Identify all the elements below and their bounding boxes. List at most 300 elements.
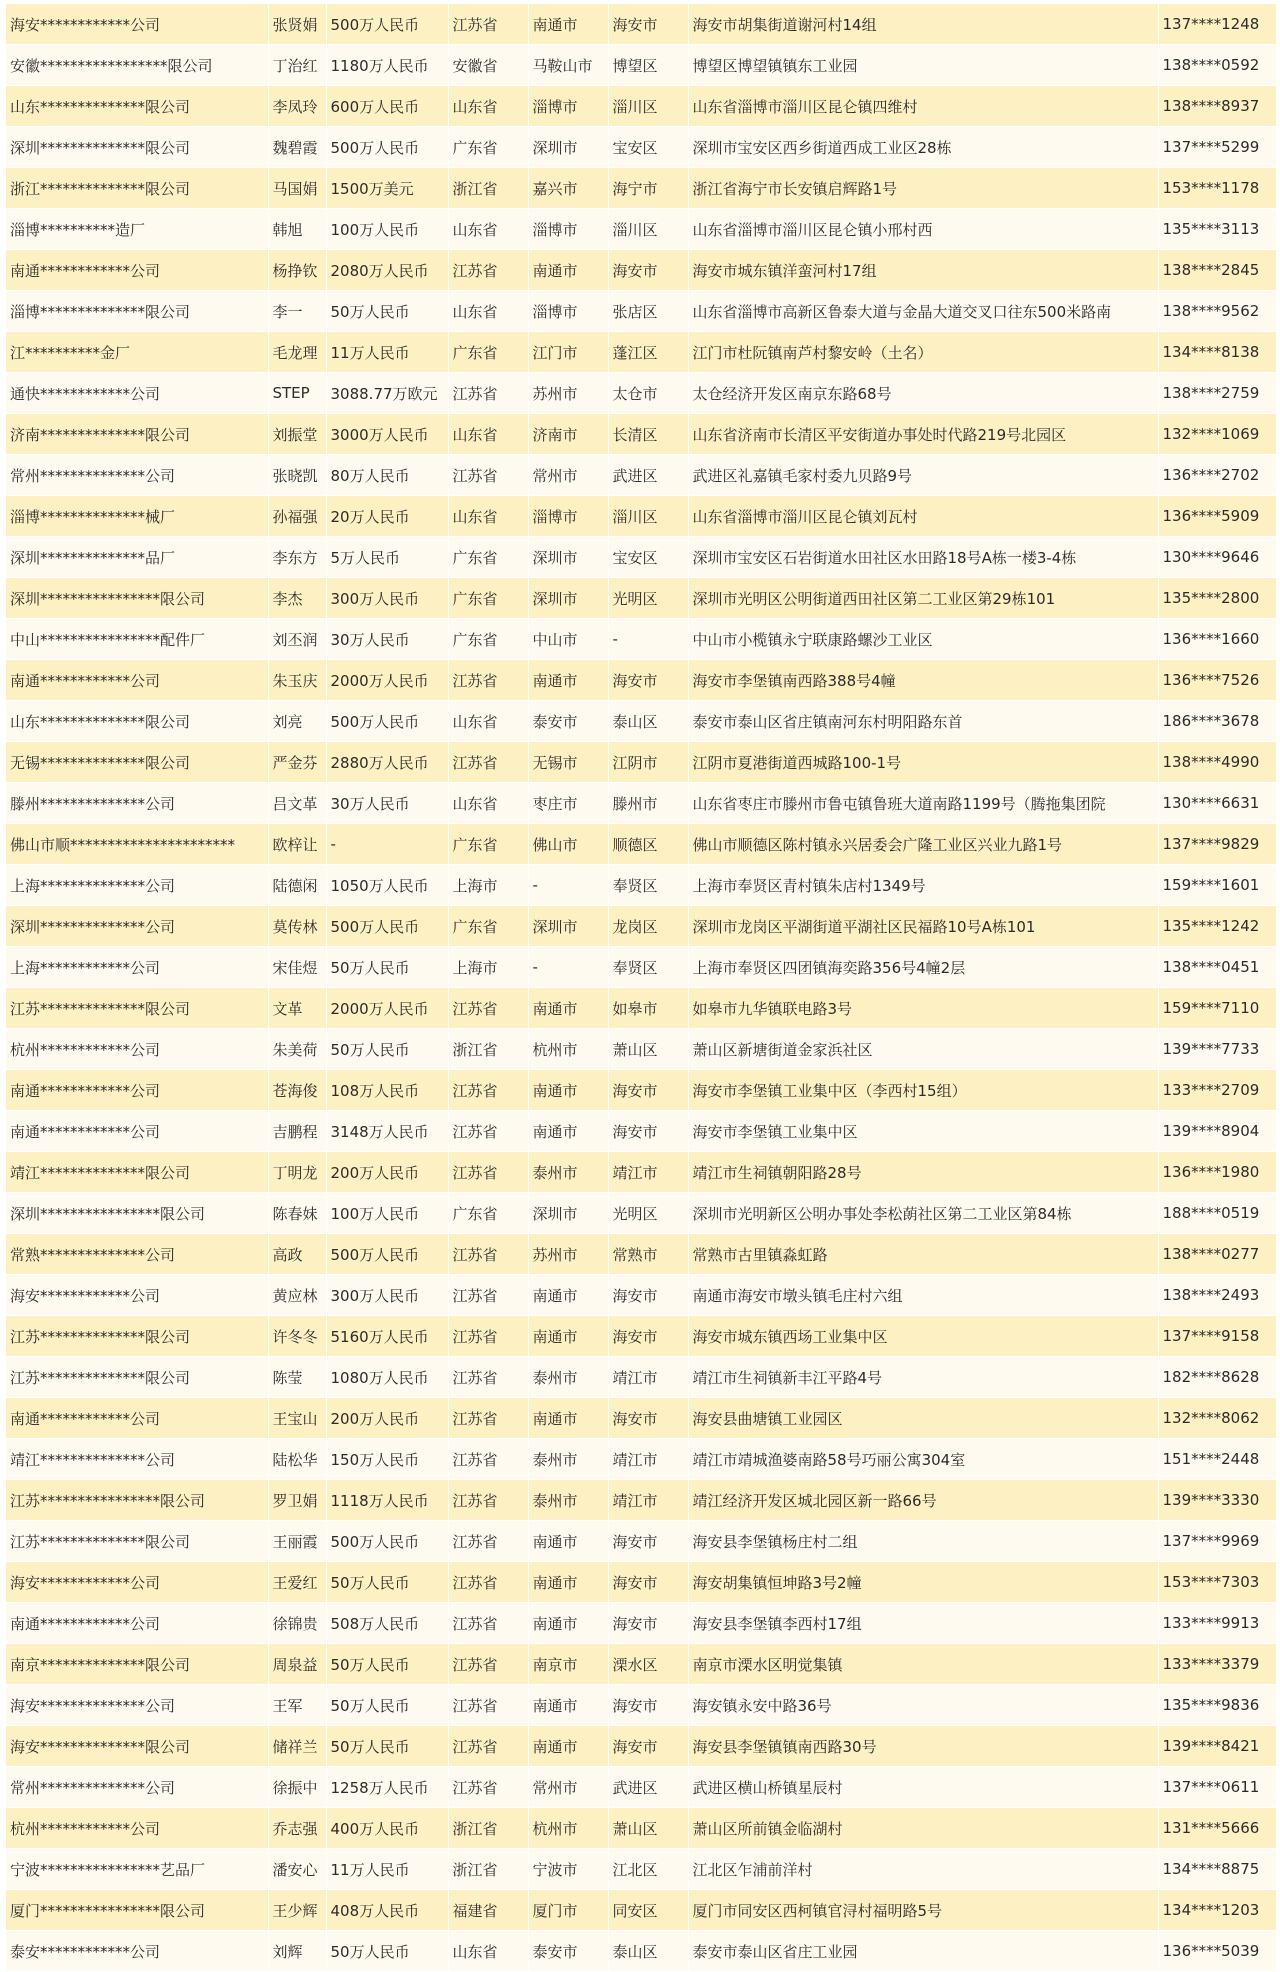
city-cell: 南通市	[528, 1562, 608, 1603]
address-cell: 泰安市泰山区省庄工业园	[688, 1931, 1158, 1972]
address-cell: 海安县李堡镇李西村17组	[688, 1603, 1158, 1644]
province-cell: 江苏省	[448, 1644, 528, 1685]
phone-cell: 188****0519	[1158, 1193, 1276, 1234]
district-cell: 萧山区	[608, 1808, 688, 1849]
legal-rep-cell: 王军	[268, 1685, 326, 1726]
table-row	[6, 1726, 1276, 1767]
phone-cell: 137****9158	[1158, 1316, 1276, 1357]
district-cell: 靖江市	[608, 1357, 688, 1398]
legal-rep-cell: 杨挣钦	[268, 250, 326, 291]
city-cell: 深圳市	[528, 906, 608, 947]
district-cell: 张店区	[608, 291, 688, 332]
city-cell: 淄博市	[528, 209, 608, 250]
city-cell: 淄博市	[528, 86, 608, 127]
province-cell: 山东省	[448, 291, 528, 332]
province-cell: 浙江省	[448, 1849, 528, 1890]
registered-capital-cell: 500万人民币	[326, 4, 448, 45]
company-name-cell: 中山****************配件厂	[6, 619, 268, 660]
district-cell: 海安市	[608, 250, 688, 291]
address-cell: 海安市李堡镇工业集中区（李西村15组）	[688, 1070, 1158, 1111]
company-name-cell: 江苏**************限公司	[6, 1357, 268, 1398]
address-cell: 江北区乍浦前洋村	[688, 1849, 1158, 1890]
address-cell: 靖江市靖城渔婆南路58号巧丽公寓304室	[688, 1439, 1158, 1480]
address-cell: 山东省济南市长清区平安街道办事处时代路219号北园区	[688, 414, 1158, 455]
district-cell: 武进区	[608, 455, 688, 496]
registered-capital-cell: 3000万人民币	[326, 414, 448, 455]
registered-capital-cell: 5万人民币	[326, 537, 448, 578]
phone-cell: 133****2709	[1158, 1070, 1276, 1111]
district-cell: 靖江市	[608, 1439, 688, 1480]
city-cell: 泰州市	[528, 1480, 608, 1521]
phone-cell: 137****9969	[1158, 1521, 1276, 1562]
company-name-cell: 常州**************公司	[6, 455, 268, 496]
legal-rep-cell: 陈莹	[268, 1357, 326, 1398]
registered-capital-cell: 400万人民币	[326, 1808, 448, 1849]
address-cell: 萧山区所前镇金临湖村	[688, 1808, 1158, 1849]
table-row	[6, 209, 1276, 250]
company-name-cell: 深圳****************限公司	[6, 578, 268, 619]
registered-capital-cell: 300万人民币	[326, 578, 448, 619]
province-cell: 广东省	[448, 906, 528, 947]
registered-capital-cell: 1180万人民币	[326, 45, 448, 86]
registered-capital-cell: 50万人民币	[326, 1931, 448, 1972]
phone-cell: 131****5666	[1158, 1808, 1276, 1849]
table-row	[6, 906, 1276, 947]
company-name-cell: 江苏**************限公司	[6, 988, 268, 1029]
company-name-cell: 厦门****************限公司	[6, 1890, 268, 1931]
legal-rep-cell: 刘丕润	[268, 619, 326, 660]
phone-cell: 138****2759	[1158, 373, 1276, 414]
table-row	[6, 496, 1276, 537]
company-name-cell: 海安************公司	[6, 4, 268, 45]
province-cell: 浙江省	[448, 168, 528, 209]
address-cell: 海安胡集镇恒坤路3号2幢	[688, 1562, 1158, 1603]
table-row	[6, 1234, 1276, 1275]
district-cell: 蓬江区	[608, 332, 688, 373]
table-row	[6, 1029, 1276, 1070]
company-name-cell: 杭州************公司	[6, 1029, 268, 1070]
registered-capital-cell: 30万人民币	[326, 619, 448, 660]
registered-capital-cell: 50万人民币	[326, 1562, 448, 1603]
province-cell: 江苏省	[448, 1562, 528, 1603]
registered-capital-cell: 3088.77万欧元	[326, 373, 448, 414]
address-cell: 如皋市九华镇联电路3号	[688, 988, 1158, 1029]
province-cell: 广东省	[448, 127, 528, 168]
registered-capital-cell: 2080万人民币	[326, 250, 448, 291]
address-cell: 深圳市龙岗区平湖街道平湖社区民福路10号A栋101	[688, 906, 1158, 947]
province-cell: 江苏省	[448, 1111, 528, 1152]
province-cell: 山东省	[448, 86, 528, 127]
city-cell: 南通市	[528, 1316, 608, 1357]
company-name-cell: 海安**************公司	[6, 1685, 268, 1726]
city-cell: 嘉兴市	[528, 168, 608, 209]
province-cell: 山东省	[448, 783, 528, 824]
registered-capital-cell: 11万人民币	[326, 1849, 448, 1890]
table-row	[6, 1070, 1276, 1111]
phone-cell: 134****1203	[1158, 1890, 1276, 1931]
company-name-cell: 上海************公司	[6, 947, 268, 988]
province-cell: 江苏省	[448, 373, 528, 414]
phone-cell: 135****3113	[1158, 209, 1276, 250]
city-cell: 杭州市	[528, 1029, 608, 1070]
city-cell: 中山市	[528, 619, 608, 660]
district-cell: 海安市	[608, 660, 688, 701]
company-name-cell: 安徽*****************限公司	[6, 45, 268, 86]
table-row	[6, 250, 1276, 291]
table-row	[6, 865, 1276, 906]
address-cell: 深圳市宝安区西乡街道西成工业区28栋	[688, 127, 1158, 168]
city-cell: 南京市	[528, 1644, 608, 1685]
registered-capital-cell: 30万人民币	[326, 783, 448, 824]
province-cell: 广东省	[448, 619, 528, 660]
phone-cell: 139****8904	[1158, 1111, 1276, 1152]
legal-rep-cell: 王少辉	[268, 1890, 326, 1931]
city-cell: 南通市	[528, 660, 608, 701]
company-name-cell: 泰安************公司	[6, 1931, 268, 1972]
registered-capital-cell: 5160万人民币	[326, 1316, 448, 1357]
district-cell: 如皋市	[608, 988, 688, 1029]
legal-rep-cell: 苍海俊	[268, 1070, 326, 1111]
legal-rep-cell: 魏碧霞	[268, 127, 326, 168]
address-cell: 山东省淄博市高新区鲁泰大道与金晶大道交叉口往东500米路南	[688, 291, 1158, 332]
city-cell: 南通市	[528, 988, 608, 1029]
legal-rep-cell: 李杰	[268, 578, 326, 619]
phone-cell: 159****1601	[1158, 865, 1276, 906]
registered-capital-cell: 50万人民币	[326, 291, 448, 332]
address-cell: 海安县李堡镇镇南西路30号	[688, 1726, 1158, 1767]
city-cell: -	[528, 865, 608, 906]
table-row	[6, 168, 1276, 209]
table-row	[6, 1439, 1276, 1480]
district-cell: 海安市	[608, 1275, 688, 1316]
district-cell: 海安市	[608, 1521, 688, 1562]
company-name-cell: 山东**************限公司	[6, 86, 268, 127]
district-cell: 泰山区	[608, 701, 688, 742]
company-name-cell: 南通************公司	[6, 1070, 268, 1111]
company-name-cell: 淄博**************械厂	[6, 496, 268, 537]
phone-cell: 136****1980	[1158, 1152, 1276, 1193]
company-table-sheet	[6, 4, 1276, 1972]
city-cell: 南通市	[528, 1603, 608, 1644]
table-row	[6, 1480, 1276, 1521]
registered-capital-cell: 80万人民币	[326, 455, 448, 496]
address-cell: 海安镇永安中路36号	[688, 1685, 1158, 1726]
province-cell: 江苏省	[448, 1726, 528, 1767]
legal-rep-cell: 王丽霞	[268, 1521, 326, 1562]
registered-capital-cell: 500万人民币	[326, 127, 448, 168]
address-cell: 深圳市光明区公明街道西田社区第二工业区第29栋101	[688, 578, 1158, 619]
province-cell: 广东省	[448, 1193, 528, 1234]
table-row	[6, 783, 1276, 824]
company-name-cell: 深圳**************限公司	[6, 127, 268, 168]
province-cell: 山东省	[448, 414, 528, 455]
city-cell: 苏州市	[528, 373, 608, 414]
district-cell: 光明区	[608, 1193, 688, 1234]
phone-cell: 138****8937	[1158, 86, 1276, 127]
district-cell: 淄川区	[608, 496, 688, 537]
phone-cell: 136****5909	[1158, 496, 1276, 537]
legal-rep-cell: 李东方	[268, 537, 326, 578]
registered-capital-cell: 1500万美元	[326, 168, 448, 209]
province-cell: 江苏省	[448, 988, 528, 1029]
table-row	[6, 1398, 1276, 1439]
legal-rep-cell: 张晓凯	[268, 455, 326, 496]
address-cell: 中山市小榄镇永宁联康路螺沙工业区	[688, 619, 1158, 660]
registered-capital-cell: 3148万人民币	[326, 1111, 448, 1152]
phone-cell: 137****9829	[1158, 824, 1276, 865]
district-cell: 光明区	[608, 578, 688, 619]
legal-rep-cell: 张贤娟	[268, 4, 326, 45]
address-cell: 太仓经济开发区南京东路68号	[688, 373, 1158, 414]
phone-cell: 130****6631	[1158, 783, 1276, 824]
registered-capital-cell: 100万人民币	[326, 1193, 448, 1234]
table-row	[6, 1562, 1276, 1603]
phone-cell: 135****2800	[1158, 578, 1276, 619]
table-row	[6, 1316, 1276, 1357]
company-name-cell: 通快************公司	[6, 373, 268, 414]
registered-capital-cell: -	[326, 824, 448, 865]
table-row	[6, 619, 1276, 660]
phone-cell: 136****7526	[1158, 660, 1276, 701]
registered-capital-cell: 50万人民币	[326, 947, 448, 988]
district-cell: 海安市	[608, 1726, 688, 1767]
city-cell: -	[528, 947, 608, 988]
address-cell: 浙江省海宁市长安镇启辉路1号	[688, 168, 1158, 209]
company-name-cell: 杭州************公司	[6, 1808, 268, 1849]
province-cell: 江苏省	[448, 1357, 528, 1398]
company-name-cell: 常熟**************公司	[6, 1234, 268, 1275]
province-cell: 江苏省	[448, 1234, 528, 1275]
company-name-cell: 江苏****************限公司	[6, 1480, 268, 1521]
address-cell: 博望区博望镇镇东工业园	[688, 45, 1158, 86]
district-cell: 顺德区	[608, 824, 688, 865]
district-cell: 奉贤区	[608, 865, 688, 906]
company-name-cell: 深圳**************品厂	[6, 537, 268, 578]
legal-rep-cell: 王爱红	[268, 1562, 326, 1603]
table-row	[6, 1603, 1276, 1644]
registered-capital-cell: 2880万人民币	[326, 742, 448, 783]
district-cell: 泰山区	[608, 1931, 688, 1972]
phone-cell: 136****2702	[1158, 455, 1276, 496]
registered-capital-cell: 11万人民币	[326, 332, 448, 373]
city-cell: 南通市	[528, 1070, 608, 1111]
city-cell: 常州市	[528, 1767, 608, 1808]
legal-rep-cell: 严金芬	[268, 742, 326, 783]
address-cell: 南通市海安市墩头镇毛庄村六组	[688, 1275, 1158, 1316]
table-row	[6, 1767, 1276, 1808]
company-name-cell: 江**********金厂	[6, 332, 268, 373]
company-name-cell: 江苏**************限公司	[6, 1521, 268, 1562]
address-cell: 海安县李堡镇杨庄村二组	[688, 1521, 1158, 1562]
province-cell: 浙江省	[448, 1029, 528, 1070]
district-cell: 宝安区	[608, 537, 688, 578]
city-cell: 泰州市	[528, 1152, 608, 1193]
province-cell: 江苏省	[448, 1685, 528, 1726]
registered-capital-cell: 50万人民币	[326, 1726, 448, 1767]
district-cell: 靖江市	[608, 1480, 688, 1521]
city-cell: 江门市	[528, 332, 608, 373]
district-cell: 海宁市	[608, 168, 688, 209]
address-cell: 上海市奉贤区青村镇朱店村1349号	[688, 865, 1158, 906]
legal-rep-cell: STEP	[268, 373, 326, 414]
phone-cell: 137****5299	[1158, 127, 1276, 168]
city-cell: 南通市	[528, 250, 608, 291]
table-row	[6, 537, 1276, 578]
legal-rep-cell: 乔志强	[268, 1808, 326, 1849]
city-cell: 深圳市	[528, 127, 608, 168]
phone-cell: 153****1178	[1158, 168, 1276, 209]
table-row	[6, 127, 1276, 168]
legal-rep-cell: 黄应林	[268, 1275, 326, 1316]
district-cell: 海安市	[608, 1316, 688, 1357]
phone-cell: 138****4990	[1158, 742, 1276, 783]
phone-cell: 130****9646	[1158, 537, 1276, 578]
company-name-cell: 靖江**************公司	[6, 1439, 268, 1480]
district-cell: 海安市	[608, 1111, 688, 1152]
province-cell: 江苏省	[448, 742, 528, 783]
address-cell: 靖江市生祠镇朝阳路28号	[688, 1152, 1158, 1193]
legal-rep-cell: 朱玉庆	[268, 660, 326, 701]
phone-cell: 138****9562	[1158, 291, 1276, 332]
address-cell: 武进区礼嘉镇毛家村委九贝路9号	[688, 455, 1158, 496]
address-cell: 海安市李堡镇工业集中区	[688, 1111, 1158, 1152]
address-cell: 山东省淄博市淄川区昆仑镇刘瓦村	[688, 496, 1158, 537]
address-cell: 山东省淄博市淄川区昆仑镇小邢村西	[688, 209, 1158, 250]
phone-cell: 135****1242	[1158, 906, 1276, 947]
table-row	[6, 701, 1276, 742]
district-cell: 靖江市	[608, 1152, 688, 1193]
registered-capital-cell: 1258万人民币	[326, 1767, 448, 1808]
company-name-cell: 南通************公司	[6, 1111, 268, 1152]
phone-cell: 133****3379	[1158, 1644, 1276, 1685]
province-cell: 江苏省	[448, 1480, 528, 1521]
province-cell: 江苏省	[448, 1521, 528, 1562]
phone-cell: 138****0277	[1158, 1234, 1276, 1275]
city-cell: 厦门市	[528, 1890, 608, 1931]
province-cell: 上海市	[448, 865, 528, 906]
address-cell: 厦门市同安区西柯镇官浔村福明路5号	[688, 1890, 1158, 1931]
district-cell: 海安市	[608, 1603, 688, 1644]
table-row	[6, 1275, 1276, 1316]
city-cell: 枣庄市	[528, 783, 608, 824]
legal-rep-cell: 文革	[268, 988, 326, 1029]
phone-cell: 138****2845	[1158, 250, 1276, 291]
province-cell: 江苏省	[448, 1767, 528, 1808]
legal-rep-cell: 刘亮	[268, 701, 326, 742]
phone-cell: 138****0592	[1158, 45, 1276, 86]
address-cell: 泰安市泰山区省庄镇南河东村明阳路东首	[688, 701, 1158, 742]
registered-capital-cell: 1080万人民币	[326, 1357, 448, 1398]
company-name-cell: 滕州**************公司	[6, 783, 268, 824]
table-row	[6, 578, 1276, 619]
company-name-cell: 淄博**************限公司	[6, 291, 268, 332]
province-cell: 浙江省	[448, 1808, 528, 1849]
city-cell: 南通市	[528, 1726, 608, 1767]
legal-rep-cell: 高政	[268, 1234, 326, 1275]
table-row	[6, 947, 1276, 988]
table-row	[6, 1152, 1276, 1193]
city-cell: 南通市	[528, 1521, 608, 1562]
legal-rep-cell: 吕文革	[268, 783, 326, 824]
district-cell: 海安市	[608, 1562, 688, 1603]
address-cell: 常熟市古里镇淼虹路	[688, 1234, 1158, 1275]
address-cell: 靖江市生祠镇新丰江平路4号	[688, 1357, 1158, 1398]
phone-cell: 139****3330	[1158, 1480, 1276, 1521]
address-cell: 海安市城东镇洋蛮河村17组	[688, 250, 1158, 291]
phone-cell: 132****8062	[1158, 1398, 1276, 1439]
legal-rep-cell: 徐锦贵	[268, 1603, 326, 1644]
phone-cell: 138****2493	[1158, 1275, 1276, 1316]
district-cell: 淄川区	[608, 209, 688, 250]
province-cell: 山东省	[448, 701, 528, 742]
legal-rep-cell: 潘安心	[268, 1849, 326, 1890]
city-cell: 杭州市	[528, 1808, 608, 1849]
registered-capital-cell: 108万人民币	[326, 1070, 448, 1111]
registered-capital-cell: 500万人民币	[326, 701, 448, 742]
table-row	[6, 45, 1276, 86]
company-name-cell: 宁波****************艺品厂	[6, 1849, 268, 1890]
district-cell: 海安市	[608, 1398, 688, 1439]
city-cell: 无锡市	[528, 742, 608, 783]
table-row	[6, 291, 1276, 332]
district-cell: 海安市	[608, 1685, 688, 1726]
legal-rep-cell: 莫传林	[268, 906, 326, 947]
province-cell: 江苏省	[448, 1316, 528, 1357]
table-row	[6, 1193, 1276, 1234]
registered-capital-cell: 300万人民币	[326, 1275, 448, 1316]
table-row	[6, 742, 1276, 783]
city-cell: 泰安市	[528, 701, 608, 742]
city-cell: 泰州市	[528, 1439, 608, 1480]
city-cell: 南通市	[528, 4, 608, 45]
company-name-cell: 无锡**************限公司	[6, 742, 268, 783]
address-cell: 海安市胡集街道谢河村14组	[688, 4, 1158, 45]
registered-capital-cell: 500万人民币	[326, 1234, 448, 1275]
city-cell: 深圳市	[528, 537, 608, 578]
address-cell: 上海市奉贤区四团镇海奕路356号4幢2层	[688, 947, 1158, 988]
phone-cell: 134****8875	[1158, 1849, 1276, 1890]
table-row	[6, 1685, 1276, 1726]
company-name-cell: 济南**************限公司	[6, 414, 268, 455]
registered-capital-cell: 600万人民币	[326, 86, 448, 127]
table-row	[6, 1644, 1276, 1685]
company-table-body	[6, 4, 1276, 1972]
table-row	[6, 414, 1276, 455]
province-cell: 江苏省	[448, 1439, 528, 1480]
table-row	[6, 1931, 1276, 1972]
legal-rep-cell: 许冬冬	[268, 1316, 326, 1357]
city-cell: 南通市	[528, 1111, 608, 1152]
address-cell: 深圳市宝安区石岩街道水田社区水田路18号A栋一楼3-4栋	[688, 537, 1158, 578]
province-cell: 江苏省	[448, 250, 528, 291]
legal-rep-cell: 丁明龙	[268, 1152, 326, 1193]
legal-rep-cell: 吉鹏程	[268, 1111, 326, 1152]
district-cell: 江北区	[608, 1849, 688, 1890]
district-cell: 龙岗区	[608, 906, 688, 947]
phone-cell: 132****1069	[1158, 414, 1276, 455]
company-name-cell: 南通************公司	[6, 1603, 268, 1644]
province-cell: 江苏省	[448, 1398, 528, 1439]
city-cell: 常州市	[528, 455, 608, 496]
city-cell: 南通市	[528, 1685, 608, 1726]
phone-cell: 159****7110	[1158, 988, 1276, 1029]
company-name-cell: 常州**************公司	[6, 1767, 268, 1808]
company-name-cell: 浙江**************限公司	[6, 168, 268, 209]
legal-rep-cell: 陆松华	[268, 1439, 326, 1480]
company-name-cell: 江苏**************限公司	[6, 1316, 268, 1357]
district-cell: 宝安区	[608, 127, 688, 168]
address-cell: 海安县曲塘镇工业园区	[688, 1398, 1158, 1439]
